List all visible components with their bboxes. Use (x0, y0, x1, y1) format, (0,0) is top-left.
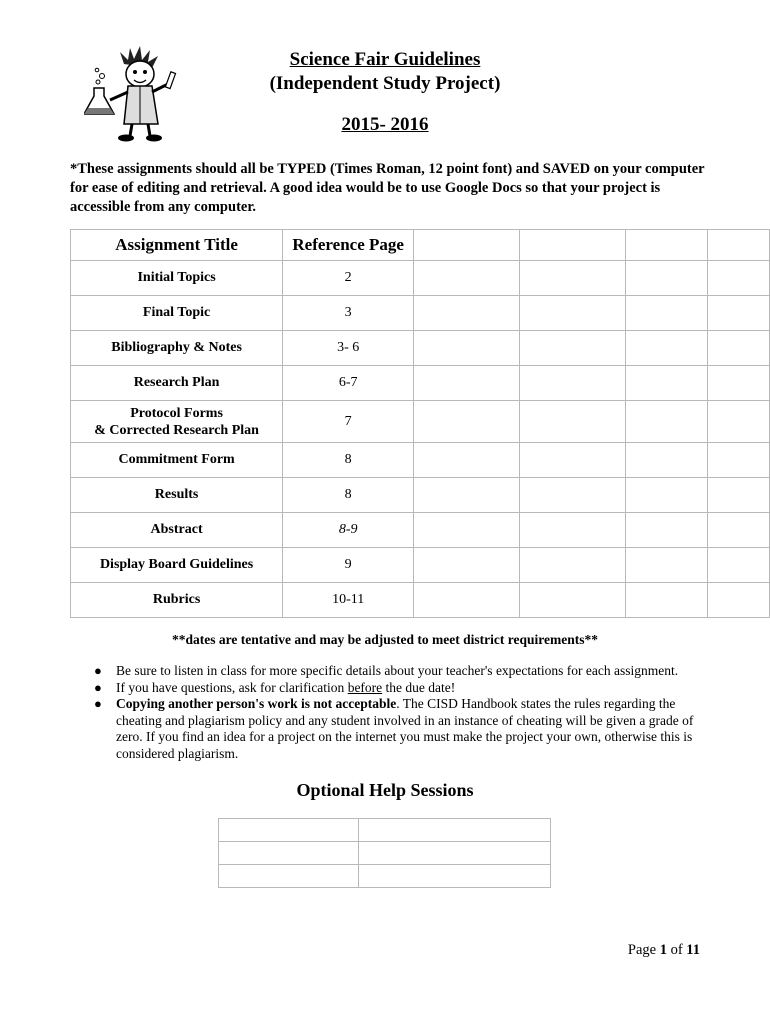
table-row (71, 583, 770, 618)
bullet-text: . The CISD Handbook states the rules regarding the cheating and plagiarism policy and any student involved in an instance of cheating will be given a grade of zero. If you find an idea for a project on the internet you must make the project your own, otherwise this is considered plagiarism. (116, 696, 694, 761)
empty-cell (708, 261, 770, 296)
guidelines-list (70, 663, 710, 762)
assignment-title: Commitment Form (71, 443, 283, 478)
reference-page: 8 (283, 478, 414, 513)
list-item (70, 696, 710, 762)
empty-cell (414, 261, 520, 296)
table-row (219, 865, 551, 888)
reference-page: 2 (283, 261, 414, 296)
header-reference-page: Reference Page (283, 230, 414, 261)
assignment-title: Research Plan (71, 366, 283, 401)
table-row (71, 261, 770, 296)
reference-page: 3 (283, 296, 414, 331)
empty-cell (520, 230, 626, 261)
assignment-title (71, 401, 283, 443)
empty-cell (626, 548, 708, 583)
assignment-title: Final Topic (71, 296, 283, 331)
assignment-title: Display Board Guidelines (71, 548, 283, 583)
empty-cell (520, 548, 626, 583)
empty-cell (414, 513, 520, 548)
underlined-word: before (347, 679, 383, 695)
list-item (70, 680, 710, 697)
empty-cell (219, 819, 359, 842)
empty-cell (520, 296, 626, 331)
empty-cell (626, 583, 708, 618)
empty-cell (626, 478, 708, 513)
empty-cell (708, 478, 770, 513)
assignment-title: Abstract (71, 513, 283, 548)
empty-cell (708, 443, 770, 478)
help-sessions-title: Optional Help Sessions (296, 780, 474, 800)
help-sessions-table (218, 818, 551, 888)
bullet-text: If you have questions, ask for clarification (116, 679, 348, 695)
assignment-title: Rubrics (71, 583, 283, 618)
empty-cell (414, 230, 520, 261)
reference-page: 6-7 (283, 366, 414, 401)
empty-cell (219, 865, 359, 888)
empty-cell (414, 296, 520, 331)
assignment-table (70, 229, 770, 618)
empty-cell (626, 261, 708, 296)
empty-cell (520, 478, 626, 513)
table-header-row (71, 230, 770, 261)
empty-cell (359, 819, 551, 842)
page-of: of (666, 942, 687, 958)
empty-cell (219, 842, 359, 865)
table-row (71, 478, 770, 513)
empty-cell (626, 296, 708, 331)
current-page: 1 (659, 942, 667, 958)
header-assignment-title: Assignment Title (71, 230, 283, 261)
empty-cell (520, 366, 626, 401)
empty-cell (359, 842, 551, 865)
empty-cell (520, 513, 626, 548)
page-prefix: Page (627, 942, 660, 958)
bullet-icon: ● (94, 663, 102, 678)
intro-instructions: *These assignments should all be TYPED (Times Roman, 12 point font) and SAVED on your computer for ease of editing and retrieval. A good idea would be to use Google Docs so that your project is accessible from any computer. (70, 161, 705, 215)
table-row (219, 819, 551, 842)
school-year: 2015- 2016 (341, 114, 429, 135)
document-title: Science Fair Guidelines (289, 49, 481, 70)
assignment-title: Initial Topics (71, 261, 283, 296)
table-row (71, 331, 770, 366)
page-number (560, 942, 700, 959)
empty-cell (626, 331, 708, 366)
empty-cell (520, 261, 626, 296)
dates-note: **dates are tentative and may be adjusted to meet district requirements** (172, 632, 598, 647)
empty-cell (414, 583, 520, 618)
empty-cell (708, 366, 770, 401)
table-row (219, 842, 551, 865)
empty-cell (708, 230, 770, 261)
empty-cell (626, 366, 708, 401)
empty-cell (708, 401, 770, 443)
empty-cell (520, 443, 626, 478)
table-row (71, 443, 770, 478)
empty-cell (414, 401, 520, 443)
assignment-title: Results (71, 478, 283, 513)
table-row (71, 366, 770, 401)
reference-page: 8-9 (283, 513, 414, 548)
empty-cell (708, 296, 770, 331)
bullet-text-end: the due date! (382, 679, 456, 695)
empty-cell (626, 230, 708, 261)
bullet-text: Be sure to listen in class for more specific details about your teacher's expectations for each assignment. (116, 663, 679, 678)
empty-cell (414, 443, 520, 478)
document-subtitle: (Independent Study Project) (269, 73, 501, 94)
empty-cell (520, 331, 626, 366)
table-row (71, 296, 770, 331)
table-row (71, 513, 770, 548)
table-row (71, 548, 770, 583)
reference-page: 10-11 (283, 583, 414, 618)
empty-cell (414, 478, 520, 513)
empty-cell (626, 401, 708, 443)
total-pages: 11 (686, 942, 700, 958)
empty-cell (708, 583, 770, 618)
bullet-icon: ● (94, 696, 102, 711)
list-item (70, 663, 710, 680)
empty-cell (414, 548, 520, 583)
empty-cell (520, 583, 626, 618)
reference-page: 7 (283, 401, 414, 443)
empty-cell (708, 513, 770, 548)
reference-page: 8 (283, 443, 414, 478)
assignment-title-line2: & Corrected Research Plan (94, 422, 259, 438)
empty-cell (708, 548, 770, 583)
empty-cell (520, 401, 626, 443)
empty-cell (708, 331, 770, 366)
reference-page: 9 (283, 548, 414, 583)
bullet-icon: ● (94, 679, 102, 695)
title-block (200, 48, 570, 96)
mad-scientist-illustration (84, 44, 194, 144)
bullet-bold-text: Copying another person's work is not acceptable (116, 696, 397, 711)
empty-cell (414, 366, 520, 401)
empty-cell (626, 513, 708, 548)
assignment-title: Bibliography & Notes (71, 331, 283, 366)
empty-cell (414, 331, 520, 366)
reference-page: 3- 6 (283, 331, 414, 366)
empty-cell (359, 865, 551, 888)
empty-cell (626, 443, 708, 478)
table-row (71, 401, 770, 443)
assignment-title-line1: Protocol Forms (130, 405, 223, 421)
